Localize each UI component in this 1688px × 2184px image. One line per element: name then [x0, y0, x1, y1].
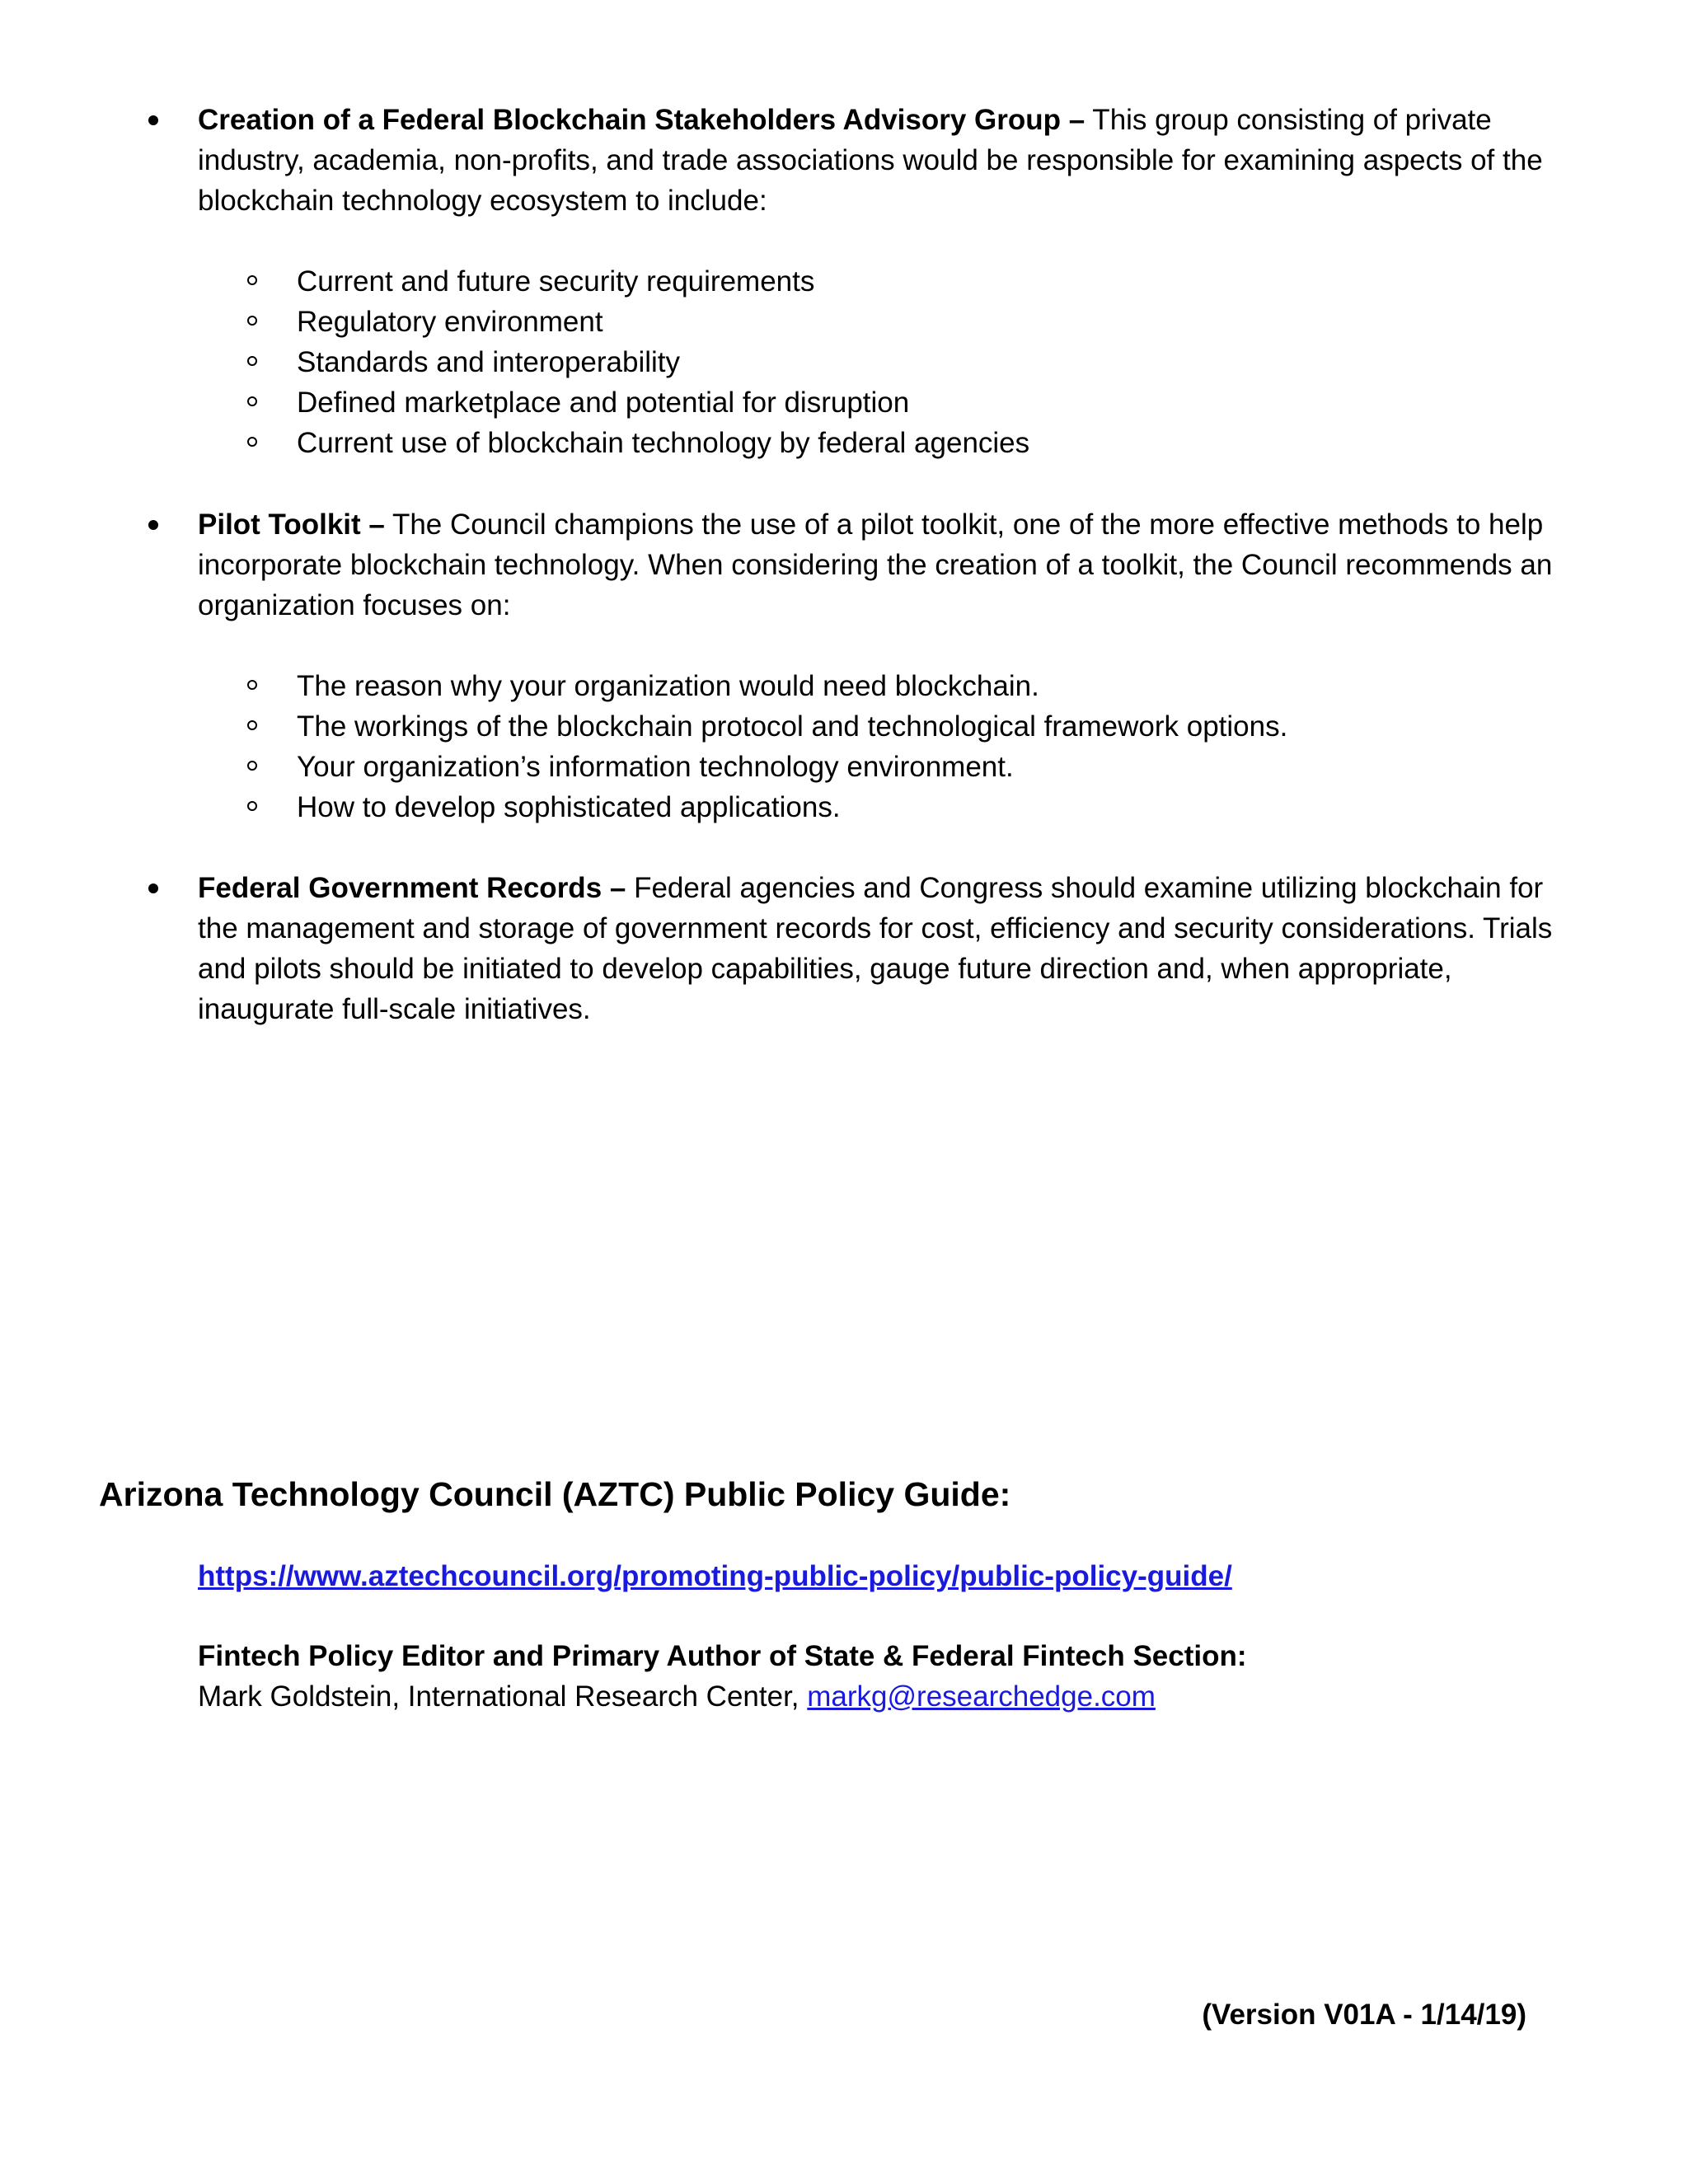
- list-item-text: Current and future security requirements: [297, 265, 815, 298]
- bullet-dot: [148, 115, 158, 125]
- list-item-text: The reason why your organization would need blockchain.: [297, 670, 1039, 702]
- government-records-paragraph: [198, 868, 1582, 1029]
- government-records-title: Federal Government Records –: [198, 872, 626, 904]
- bullet-government-records: [198, 868, 1582, 1029]
- circle-bullet-icon: [247, 437, 257, 447]
- circle-bullet-icon: [247, 680, 257, 690]
- guide-link[interactable]: https://www.aztechcouncil.org/promoting-public-policy/public-policy-guide/: [198, 1560, 1232, 1592]
- bullet-dot: [148, 883, 158, 893]
- list-item: [198, 423, 1582, 463]
- list-item: [198, 747, 1582, 787]
- circle-bullet-icon: [247, 801, 257, 811]
- list-item-text: Your organization’s information technology environment.: [297, 751, 1014, 783]
- guide-heading: Arizona Technology Council (AZTC) Public Policy Guide:: [99, 1475, 1011, 1513]
- editor-info: [198, 1676, 1156, 1717]
- editor-email-link[interactable]: markg@researchedge.com: [807, 1680, 1156, 1713]
- pilot-toolkit-body: The Council champions the use of a pilot toolkit, one of the more effective methods to help incorporate blockchain technology. When considering the creation of a toolkit, the Council recommends an organization focuses on:: [198, 509, 1553, 621]
- pilot-toolkit-title: Pilot Toolkit –: [198, 509, 385, 541]
- advisory-group-title: Creation of a Federal Blockchain Stakeholders Advisory Group –: [198, 104, 1085, 136]
- list-item: [198, 382, 1582, 423]
- version-label: (Version V01A - 1/14/19): [1202, 1999, 1526, 2031]
- advisory-group-body: This group consisting of private industry, academia, non-profits, and trade associations would be responsible for examining aspects of the blockchain technology ecosystem to include:: [198, 104, 1543, 217]
- government-records-body: Federal agencies and Congress should examine utilizing blockchain for the management and storage of government records for cost, efficiency and security considerations. Trials and pilots should be initiated to develop capabilities, gauge future direction and, when appropriate, inaugurate full-scale initiatives.: [198, 872, 1553, 1025]
- list-item: [198, 787, 1582, 827]
- list-item: [198, 666, 1582, 706]
- advisory-group-paragraph: [198, 100, 1582, 221]
- bullet-advisory-group: [198, 100, 1582, 463]
- pilot-toolkit-paragraph: [198, 504, 1582, 626]
- circle-bullet-icon: [247, 356, 257, 366]
- circle-bullet-icon: [247, 720, 257, 730]
- list-item-text: How to develop sophisticated applications.: [297, 791, 841, 823]
- list-item-text: The workings of the blockchain protocol and technological framework options.: [297, 710, 1288, 743]
- list-item-text: Defined marketplace and potential for disruption: [297, 387, 910, 419]
- list-item-text: Standards and interoperability: [297, 346, 681, 378]
- circle-bullet-icon: [247, 396, 257, 406]
- list-item: [198, 302, 1582, 342]
- list-item: [198, 261, 1582, 302]
- advisory-group-sublist: [198, 261, 1582, 463]
- list-item: [198, 342, 1582, 382]
- bullet-dot: [148, 520, 158, 530]
- editor-title: Fintech Policy Editor and Primary Author of State & Federal Fintech Section:: [198, 1640, 1247, 1672]
- list-item: [198, 706, 1582, 747]
- editor-name: Mark Goldstein, International Research Center,: [198, 1680, 808, 1713]
- bullet-pilot-toolkit: [198, 504, 1582, 827]
- circle-bullet-icon: [247, 761, 257, 771]
- list-item-text: Regulatory environment: [297, 306, 603, 338]
- list-item-text: Current use of blockchain technology by federal agencies: [297, 427, 1030, 459]
- circle-bullet-icon: [247, 316, 257, 326]
- circle-bullet-icon: [247, 275, 257, 285]
- pilot-toolkit-sublist: [198, 666, 1582, 827]
